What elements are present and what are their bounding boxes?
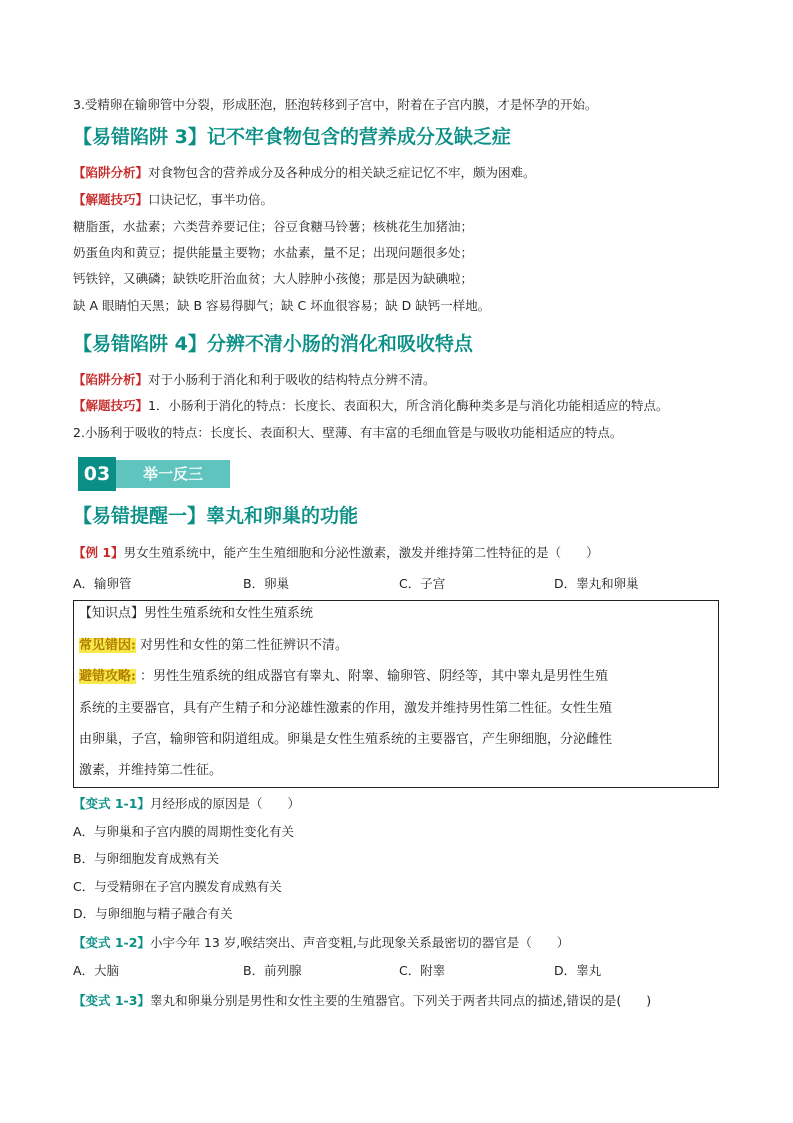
option-b: B．与卵细胞发育成熟有关 — [73, 851, 220, 866]
trap4-heading: 【易错陷阱 4】分辨不清小肠的消化和吸收特点 — [73, 333, 473, 355]
trap4-tip — [73, 397, 668, 415]
variant1-2-question — [73, 934, 569, 952]
section-banner — [78, 457, 230, 491]
section-number: 03 — [78, 457, 116, 491]
example1-question — [73, 544, 599, 562]
rhyme-line: 糖脂蛋，水盐素；六类营养要记住；谷豆食糖马铃薯；核桃花生加猪油； — [73, 219, 474, 234]
analysis-tag: 【陷阱分析】 — [73, 165, 149, 180]
avoid-line: 激素，并维持第二性征。 — [79, 763, 223, 778]
trap4-tip-2: 2.小肠利于吸收的特点：长度长、表面积大、壁薄、有丰富的毛细血管是与吸收功能相适应的特点。 — [73, 425, 623, 440]
option-d: D．睾丸 — [554, 963, 602, 978]
section-label: 举一反三 — [116, 460, 230, 488]
option-c: C．子宫 — [399, 576, 446, 591]
option-b: B．卵巢 — [243, 576, 290, 591]
tip-tag: 【解题技巧】 — [73, 192, 149, 207]
avoid-line: 系统的主要器官，具有产生精子和分泌雄性激素的作用，激发并维持男性第二性征。女性生殖 — [79, 701, 613, 716]
trap3-analysis — [73, 164, 536, 182]
variant1-3-question — [73, 992, 651, 1010]
trap4-analysis — [73, 371, 436, 389]
question-text: 小宇今年 13 岁,喉结突出、声音变粗,与此现象关系最密切的器官是（ ） — [149, 935, 570, 950]
tip-text: 口诀记忆，事半功倍。 — [148, 192, 274, 207]
trap3-heading: 【易错陷阱 3】记不牢食物包含的营养成分及缺乏症 — [73, 126, 511, 148]
knowledge-box — [73, 600, 719, 788]
question-text: 男女生殖系统中，能产生生殖细胞和分泌性激素，激发并维持第二性特征的是（ ） — [123, 545, 599, 560]
option-c: C．附睾 — [399, 963, 446, 978]
knowledge-title: 【知识点】男性生殖系统和女性生殖系统 — [79, 606, 314, 621]
trap3-tip — [73, 191, 273, 209]
option-d: D．睾丸和卵巢 — [554, 576, 639, 591]
error-text: 对男性和女性的第二性征辨识不清。 — [139, 638, 348, 653]
avoid-line — [79, 667, 608, 687]
error-cause — [79, 636, 348, 656]
variant-tag: 【变式 1-2】 — [73, 935, 150, 950]
tip-text: 1．小肠利于消化的特点：长度长、表面积大，所含消化酶种类多是与消化功能相适应的特点。 — [148, 398, 669, 413]
option-a: A．输卵管 — [73, 576, 132, 591]
tip-tag: 【解题技巧】 — [73, 398, 149, 413]
question-text: 月经形成的原因是（ ） — [149, 796, 300, 811]
avoid-text: ：男性生殖系统的组成器官有睾丸、附睾、输卵管、阴经等，其中睾丸是男性生殖 — [139, 669, 608, 684]
analysis-text: 对于小肠利于消化和利于吸收的结构特点分辨不清。 — [148, 372, 436, 387]
avoid-line: 由卵巢，子宫，输卵管和阴道组成。卵巢是女性生殖系统的主要器官，产生卵细胞，分泌雌性 — [79, 732, 613, 747]
rhyme-line: 奶蛋鱼肉和黄豆；提供能量主要物；水盐素，量不足；出现问题很多处； — [73, 245, 474, 260]
analysis-text: 对食物包含的营养成分及各种成分的相关缺乏症记忆不牢，颇为困难。 — [148, 165, 536, 180]
example-tag: 【例 1】 — [73, 545, 124, 560]
question-text: 睾丸和卵巢分别是男性和女性主要的生殖器官。下列关于两者共同点的描述,错误的是( ) — [149, 993, 652, 1008]
analysis-tag: 【陷阱分析】 — [73, 372, 149, 387]
option-c: C．与受精卵在子宫内膜发育成熟有关 — [73, 879, 282, 894]
intro-line: 3.受精卵在输卵管中分裂，形成胚泡，胚泡转移到子宫中，附着在子宫内膜，才是怀孕的开始。 — [73, 97, 598, 112]
reminder1-heading: 【易错提醒一】睾丸和卵巢的功能 — [73, 505, 359, 527]
option-b: B．前列腺 — [243, 963, 302, 978]
variant-tag: 【变式 1-3】 — [73, 993, 150, 1008]
rhyme-line: 缺 A 眼睛怕天黑；缺 B 容易得脚气；缺 C 坏血很容易；缺 D 缺钙一样地。 — [73, 298, 491, 313]
error-tag: 常见错因: — [79, 638, 136, 653]
variant-tag: 【变式 1-1】 — [73, 796, 150, 811]
option-a: A．与卵巢和子宫内膜的周期性变化有关 — [73, 824, 295, 839]
rhyme-line: 钙铁锌，又碘磷；缺铁吃肝治血贫；大人脖肿小孩傻；那是因为缺碘啦； — [73, 271, 474, 286]
option-d: D．与卵细胞与精子融合有关 — [73, 906, 233, 921]
variant1-1-question — [73, 795, 300, 813]
option-a: A．大脑 — [73, 963, 120, 978]
avoid-tag: 避错攻略: — [79, 669, 136, 684]
